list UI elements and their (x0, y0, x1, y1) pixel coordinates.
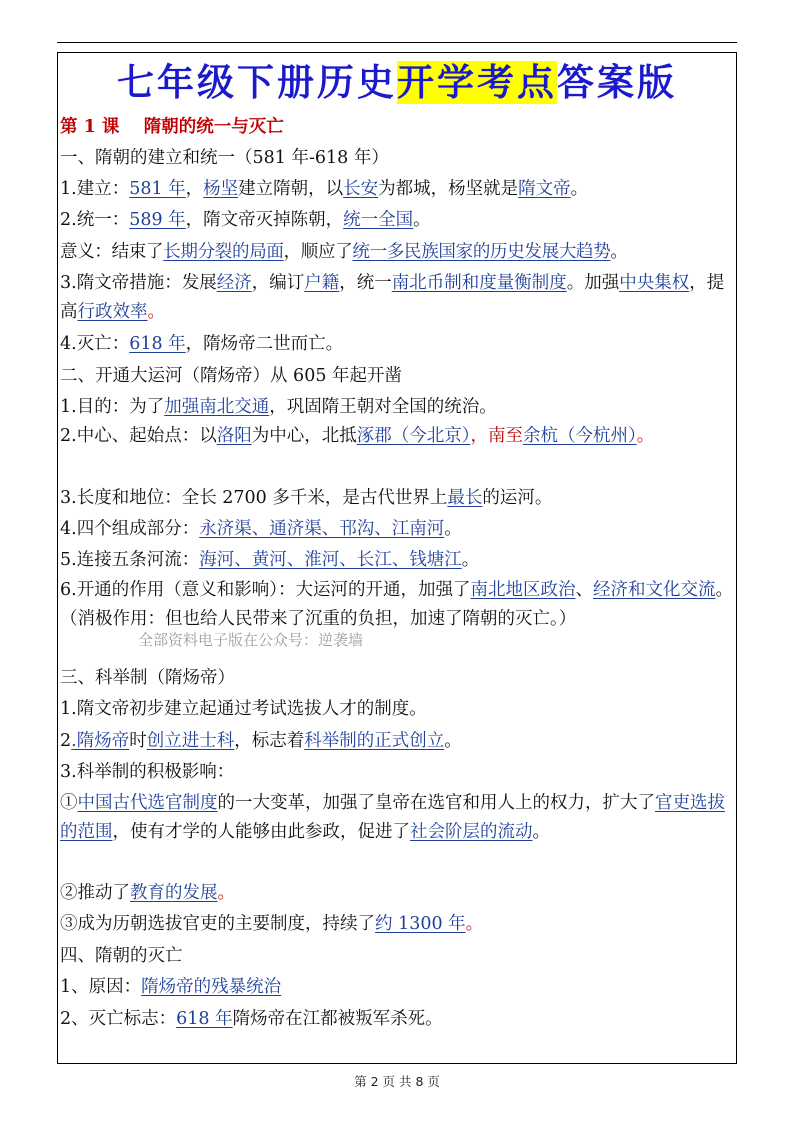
page-title (58, 61, 736, 105)
watermark: 全部资料电子版在公众号：逆袭墙 (138, 631, 364, 649)
lesson-heading: 第 1 课 隋朝的统一与灭亡 (60, 117, 284, 137)
s1-line-significance: 意义：结束了长期分裂的局面，顺应了统一多民族国家的历史发展大趋势。 (60, 242, 628, 262)
s3-line-impact-3: ③成为历朝选拔官吏的主要制度，持续了约 1300 年。 (60, 914, 484, 934)
page-footer: 第 2 页 共 8 页 (354, 1074, 440, 1089)
s2-line-rivers: 5.连接五条河流：海河、黄河、淮河、长江、钱塘江。 (60, 550, 480, 570)
section2-heading: 二、开通大运河（隋炀帝）从 605 年起开凿 (60, 366, 403, 386)
s3-line-impact-2: ②推动了教育的发展。 (60, 883, 235, 903)
s1-line-unify: 2.统一：589 年，隋文帝灭掉陈朝，统一全国。 (60, 210, 431, 230)
s2-line-parts: 4.四个组成部分：永济渠、通济渠、邗沟、江南河。 (60, 519, 462, 539)
s3-line-founded: 2.隋炀帝时创立进士科，标志着科举制的正式创立。 (60, 731, 462, 751)
header-rule (57, 42, 737, 43)
s4-line-cause: 1、原因：隋炀帝的残暴统治 (60, 977, 282, 997)
s2-line-effect: 6.开通的作用（意义和影响）：大运河的开通，加强了南北地区政治、经济和文化交流。（消极作用：但也给人民带来了沉重的负担，加速了隋朝的灭亡。） (60, 580, 733, 629)
s1-line-fall: 4.灭亡：618 年，隋炀帝二世而亡。 (60, 334, 344, 354)
title-part1: 七年级下册历史 (117, 61, 397, 104)
s3-line-impact-heading: 3.科举制的积极影响： (60, 762, 235, 782)
s4-line-end: 2、灭亡标志：618 年隋炀帝在江都被叛军杀死。 (60, 1009, 443, 1029)
s2-line-purpose: 1.目的：为了加强南北交通，巩固隋王朝对全国的统治。 (60, 397, 497, 417)
section3-heading: 三、科举制（隋炀帝） (60, 668, 235, 688)
title-part2: 答案版 (557, 61, 677, 104)
s1-line-establish: 1.建立：581 年，杨坚建立隋朝，以长安为都城，杨坚就是隋文帝。 (60, 179, 589, 199)
s3-line-impact-1: ①中国古代选官制度的一大变革，加强了皇帝在选官和用人上的权力，扩大了官吏选拔的范围，使有才学的人能够由此参政，促进了社会阶层的流动。 (60, 793, 725, 842)
s2-line-center: 2.中心、起始点：以洛阳为中心，北抵涿郡（今北京），南至余杭（今杭州）。 (60, 426, 655, 446)
s2-line-length: 3.长度和地位：全长 2700 多千米，是古代世界上最长的运河。 (60, 488, 553, 508)
section4-heading: 四、隋朝的灭亡 (60, 946, 183, 966)
content-frame (57, 52, 737, 1064)
s3-line-origin: 1.隋文帝初步建立起通过考试选拔人才的制度。 (60, 699, 427, 719)
s1-line-measures: 3.隋文帝措施：发展经济，编订户籍，统一南北币制和度量衡制度。加强中央集权，提高行政效率。 (60, 273, 725, 322)
section1-heading: 一、隋朝的建立和统一（581 年-618 年） (60, 148, 389, 168)
title-highlight: 开学考点 (397, 61, 557, 104)
